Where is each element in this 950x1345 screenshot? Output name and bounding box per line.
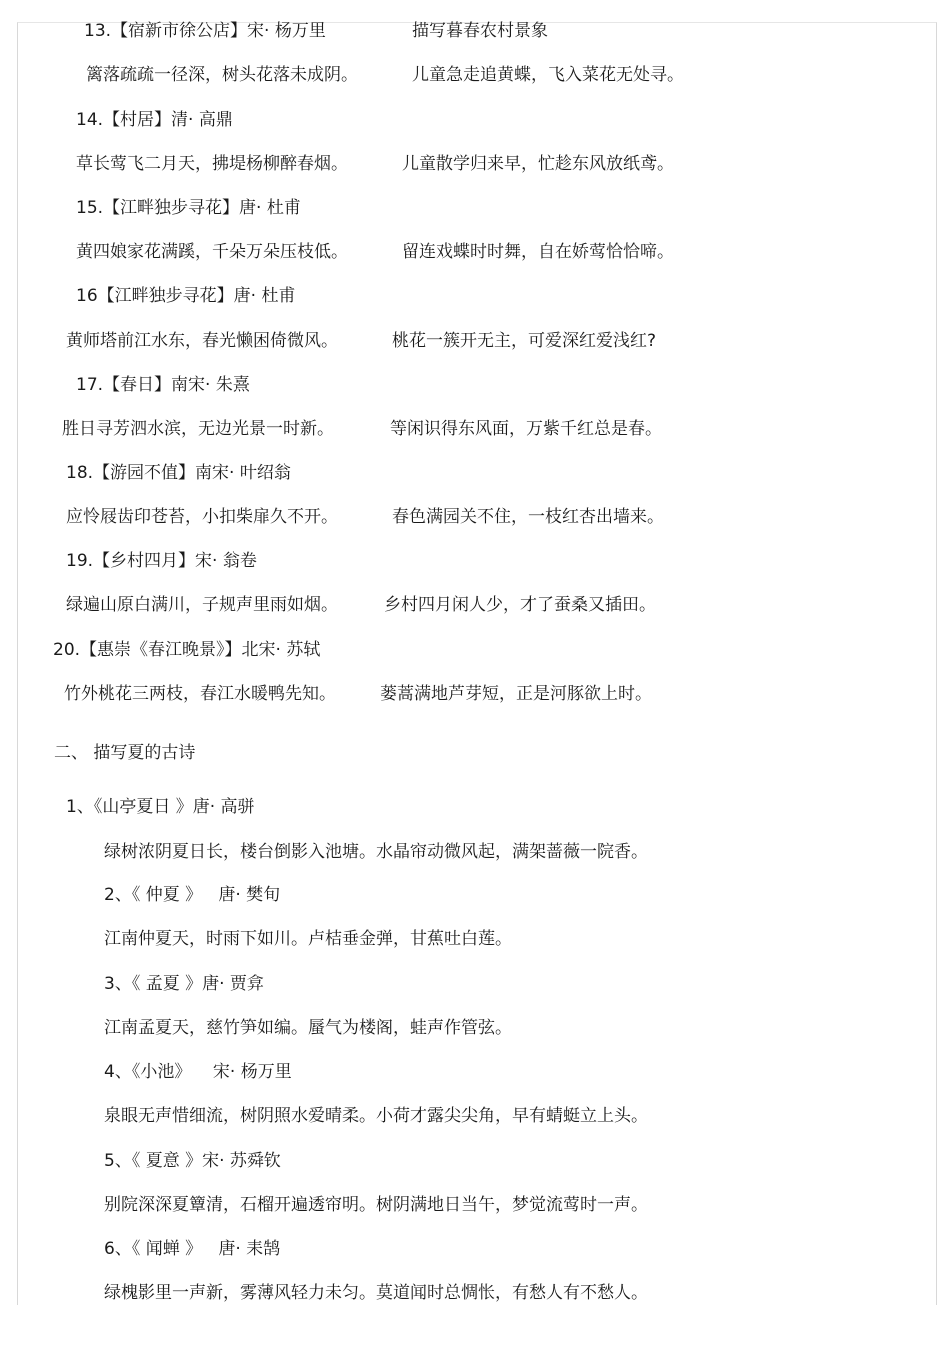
poem-verse-second: 蒌蒿满地芦芽短，正是河豚欲上时。 xyxy=(380,684,652,704)
poem-note: 描写暮春农村景象 xyxy=(412,21,548,41)
poem-title: 5、《 夏意 》宋· 苏舜钦 xyxy=(104,1151,281,1171)
poem-verse-first: 应怜屐齿印苍苔，小扣柴扉久不开。 xyxy=(66,507,338,527)
poem-verse-first: 黄四娘家花满蹊，千朵万朵压枝低。 xyxy=(76,242,348,262)
poem-title: 20.【惠崇《春江晚景》】北宋· 苏轼 xyxy=(53,640,321,660)
poem-title: 2、《 仲夏 》 唐· 樊旬 xyxy=(104,885,281,905)
poem-text: 泉眼无声惜细流，树阴照水爱晴柔。小荷才露尖尖角，早有蜻蜓立上头。 xyxy=(104,1106,648,1126)
poem-text: 江南仲夏天，时雨下如川。卢桔垂金弹，甘蕉吐白莲。 xyxy=(104,929,512,949)
poem-text: 别院深深夏簟清，石榴开遍透帘明。树阴满地日当午，梦觉流莺时一声。 xyxy=(104,1195,648,1215)
poem-verse-first: 绿遍山原白满川，子规声里雨如烟。 xyxy=(66,595,338,615)
poem-title: 14.【村居】清· 高鼎 xyxy=(76,110,233,130)
poem-verse-first: 胜日寻芳泗水滨，无边光景一时新。 xyxy=(62,419,334,439)
poem-verse-second: 春色满园关不住，一枝红杏出墙来。 xyxy=(392,507,664,527)
poem-verse-first: 竹外桃花三两枝，春江水暖鸭先知。 xyxy=(64,684,336,704)
poem-text: 绿树浓阴夏日长，楼台倒影入池塘。水晶帘动微风起，满架蔷薇一院香。 xyxy=(104,842,648,862)
poem-title: 3、《 孟夏 》唐· 贾弇 xyxy=(104,974,264,994)
poem-title: 19.【乡村四月】宋· 翁卷 xyxy=(66,551,257,571)
poem-verse-second: 儿童散学归来早，忙趁东风放纸鸢。 xyxy=(402,154,674,174)
poem-verse-first: 黄师塔前江水东，春光懒困倚微风。 xyxy=(66,331,338,351)
poem-verse-first: 草长莺飞二月天，拂堤杨柳醉春烟。 xyxy=(76,154,348,174)
poem-verse-second: 等闲识得东风面，万紫千红总是春。 xyxy=(390,419,662,439)
poem-verse-second: 留连戏蝶时时舞，自在娇莺恰恰啼。 xyxy=(402,242,674,262)
poem-title: 1、《山亭夏日 》唐· 高骈 xyxy=(66,797,255,817)
section-heading: 二、 描写夏的古诗 xyxy=(54,743,196,763)
poem-text: 绿槐影里一声新，雾薄风轻力未匀。莫道闻时总惆怅，有愁人有不愁人。 xyxy=(104,1283,648,1303)
poem-title: 15.【江畔独步寻花】唐· 杜甫 xyxy=(76,198,301,218)
poem-verse-second: 桃花一簇开无主，可爱深红爱浅红? xyxy=(392,331,657,351)
poem-title: 13.【宿新市徐公店】宋· 杨万里 xyxy=(84,21,326,41)
poem-title: 18.【游园不值】南宋· 叶绍翁 xyxy=(66,463,291,483)
poem-verse-second: 乡村四月闲人少，才了蚕桑又插田。 xyxy=(384,595,656,615)
poem-title: 16【江畔独步寻花】唐· 杜甫 xyxy=(76,286,296,306)
poem-text: 江南孟夏天，慈竹笋如编。蜃气为楼阁，蛙声作管弦。 xyxy=(104,1018,512,1038)
poem-verse-first: 篱落疏疏一径深，树头花落未成阴。 xyxy=(86,65,358,85)
poem-title: 17.【春日】南宋· 朱熹 xyxy=(76,375,250,395)
poem-verse-second: 儿童急走追黄蝶，飞入菜花无处寻。 xyxy=(412,65,684,85)
poem-title: 6、《 闻蝉 》 唐· 耒鹄 xyxy=(104,1239,281,1259)
poem-title: 4、《小池》 宋· 杨万里 xyxy=(104,1062,292,1082)
